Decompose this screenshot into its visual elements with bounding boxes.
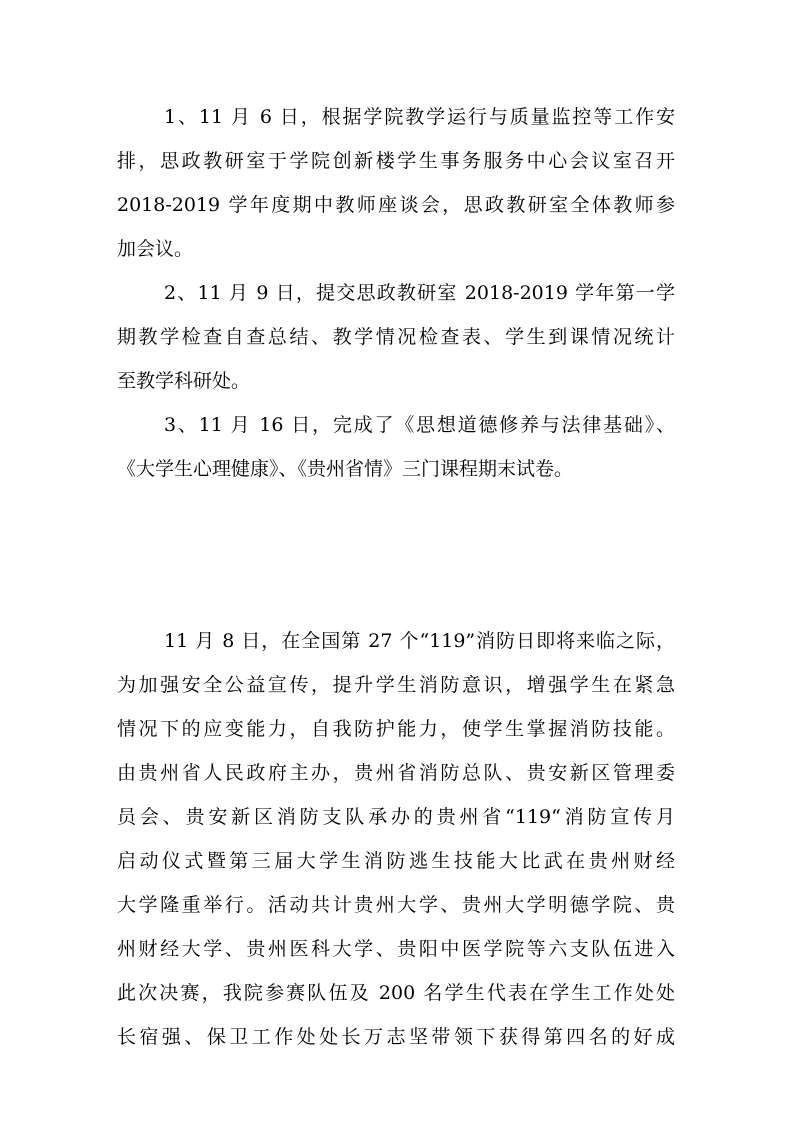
paragraph-line: 大学隆重举行。活动共计贵州大学、贵州大学明德学院、贵 — [117, 894, 675, 916]
paragraph-line: 3、11 月 16 日，完成了《思想道德修养与法律基础》、 — [164, 414, 675, 436]
paragraph-line: 2018-2019 学年度期中教师座谈会，思政教研室全体教师参 — [117, 194, 675, 216]
paragraph-line: 由贵州省人民政府主办，贵州省消防总队、贵安新区管理委 — [117, 762, 675, 784]
paragraph-line: 2、11 月 9 日，提交思政教研室 2018-2019 学年第一学 — [164, 282, 675, 304]
paragraph-line: 启动仪式暨第三届大学生消防逃生技能大比武在贵州财经 — [117, 850, 675, 872]
paragraph-line: 加会议。 — [117, 238, 194, 260]
paragraph-line: 《大学生心理健康》、《贵州省情》三门课程期末试卷。 — [117, 458, 574, 480]
paragraph-line: 11 月 8 日，在全国第 27 个“119”消防日即将来临之际， — [164, 630, 675, 652]
paragraph-line: 至教学科研处。 — [117, 370, 251, 392]
paragraph-line: 1、11 月 6 日，根据学院教学运行与质量监控等工作安 — [164, 106, 675, 128]
paragraph-line: 情况下的应变能力，自我防护能力，使学生掌握消防技能。 — [117, 718, 675, 740]
paragraph-line: 员会、贵安新区消防支队承办的贵州省“119“消防宣传月 — [117, 806, 675, 828]
paragraph-line: 州财经大学、贵州医科大学、贵阳中医学院等六支队伍进入 — [117, 938, 675, 960]
paragraph-line: 长宿强、保卫工作处处长万志坚带领下获得第四名的好成 — [117, 1026, 675, 1048]
paragraph-line: 期教学检查自查总结、教学情况检查表、学生到课情况统计 — [117, 326, 675, 348]
paragraph-line: 排，思政教研室于学院创新楼学生事务服务中心会议室召开 — [117, 150, 675, 172]
paragraph-line: 此次决赛，我院参赛队伍及 200 名学生代表在学生工作处处 — [117, 982, 675, 1004]
paragraph-line: 为加强安全公益宣传，提升学生消防意识，增强学生在紧急 — [117, 674, 675, 696]
